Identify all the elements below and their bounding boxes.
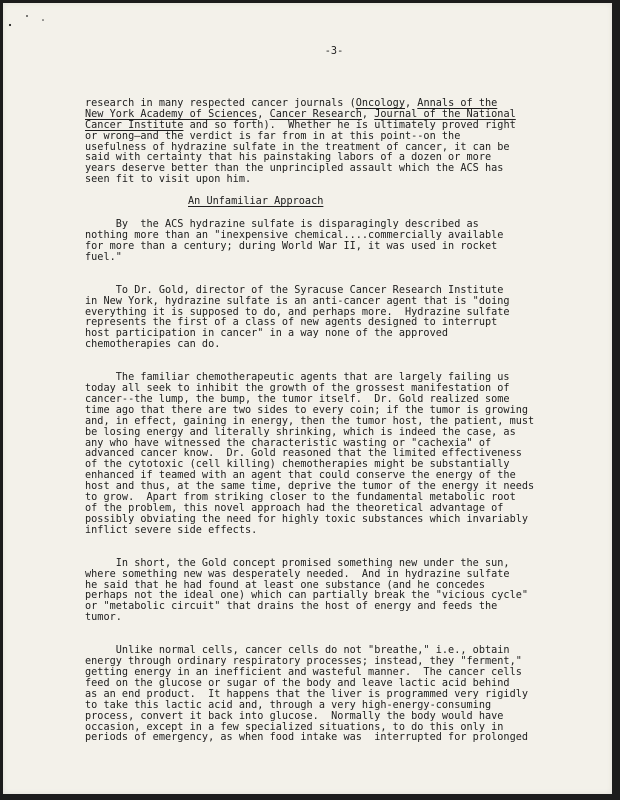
paragraph-5 [85,559,563,624]
text-line: to grow. Apart from striking closer to the fundamental metabolic root [85,492,516,504]
page-number: -3- [324,46,344,57]
text-line: enhanced if teamed with an agent that could conserve the energy of the [85,470,516,482]
text-line: inflict severe side effects. [85,524,258,536]
text-line: research in many respected cancer journals (Oncology, Annals of the [85,97,498,109]
scan-specks [3,3,63,33]
text-line: advanced cancer know. Dr. Gold reasoned that the limited effectiveness [85,448,522,460]
text-line: usefulness of hydrazine sulfate in the treatment of cancer, it can be [85,141,510,153]
text-line: New York Academy of Sciences, Cancer Research, Journal of the National [85,108,516,120]
text-line: of the problem, this novel approach had the theoretical advantage of [85,503,504,514]
section-heading: An Unfamiliar Approach [188,196,324,208]
paragraph-3 [85,286,563,351]
text-line: cancer--the lump, the bump, the tumor itself. Dr. Gold realized some [85,393,510,405]
text-line: The familiar chemotherapeutic agents that are largely failing us [85,372,510,384]
text-line: energy through ordinary respiratory processes; instead, they "ferment," [85,656,522,668]
text-line: periods of emergency, as when food intake was interrupted for prolonged [85,732,529,744]
paragraph-2 [85,220,563,264]
text-line: fuel." [85,251,122,263]
journal-annals-cont: New York Academy of Sciences [85,108,258,120]
text-line: and, in effect, gaining in energy, then the tumor host, the patient, must [85,415,535,427]
text-line: or wrong—and the verdict is far from in at this point--on the [85,130,461,142]
text-line: everything it is supposed to do, and perhaps more. Hydrazine sulfate [85,306,510,318]
text-line: said with certainty that his painstaking labors of a dozen or more [85,152,492,164]
text-line: To Dr. Gold, director of the Syracuse Cancer Research Institute [85,284,504,296]
text-line: in New York, hydrazine sulfate is an anti-cancer agent that is "doing [85,295,510,307]
text-line: tumor. [85,612,122,624]
text-line: any who have witnessed the characteristic wasting or "cachexia" of [85,437,492,449]
text-line: possibly obviating the need for highly toxic substances which invariably [85,513,529,525]
text-line: host participation in cancer" in a way none of the approved [85,328,449,340]
journal-annals: Annals of the [417,97,498,109]
text-line: perhaps not the ideal one) which can partially break the "vicious cycle" [85,590,529,602]
text-line: he said that he had found at least one substance (and he concedes [85,579,485,591]
document-text [85,47,563,744]
text-line: today all seek to inhibit the growth of the grossest manifestation of [85,383,510,395]
text-line: process, convert it back into glucose. Normally the body would have [85,710,504,722]
text-line: By the ACS hydrazine sulfate is disparagingly described as [85,219,479,231]
journal-jnci: Journal of the National [374,108,516,120]
text-line: represents the first of a class of new agents designed to interrupt [85,317,498,329]
text-line: for more than a century; during World War II, it was used in rocket [85,240,498,252]
text-line: occasion, except in a few specialized situations, to do this only in [85,721,504,733]
text-line: seen fit to visit upon him. [85,174,252,186]
text-line: nothing more than an "inexpensive chemical....commercially available [85,229,504,241]
text-line: as an end product. It happens that the liver is programmed very rigidly [85,688,529,700]
document-page [3,3,612,794]
text-line: In short, the Gold concept promised something new under the sun, [85,557,510,569]
text-line: be losing energy and literally shrinking, which is indeed the case, as [85,426,516,438]
text-line: host and thus, at the same time, deprive the tumor of the energy it needs [85,481,535,493]
journal-jnci-cont: Cancer Institute [85,119,184,131]
paragraph-6 [85,646,563,744]
text-line: of the cytotoxic (cell killing) chemotherapies might be substantially [85,459,510,471]
text-line: Unlike normal cells, cancer cells do not "breathe," i.e., obtain [85,645,510,657]
text-line: time ago that there are two sides to every coin; if the tumor is growing [85,404,529,416]
paragraph-1 [85,99,563,186]
text-line: getting energy in an inefficient and wasteful manner. The cancer cells [85,666,522,678]
text-line: feed on the glucose or sugar of the body and leave lactic acid behind [85,677,510,689]
text-line: to take this lactic acid and, through a very high-energy-consuming [85,699,492,711]
journal-cancer-research: Cancer Research [269,108,362,120]
text-line: years deserve better than the unprincipled assault which the ACS has [85,163,504,175]
paragraph-4 [85,373,563,537]
text-line: or "metabolic circuit" that drains the host of energy and feeds the [85,601,498,613]
text-line: Cancer Institute and so forth). Whether he is ultimately proved right [85,119,516,131]
text-line: where something new was desperately needed. And in hydrazine sulfate [85,568,510,580]
journal-oncology: Oncology [355,97,405,109]
text-line: chemotherapies can do. [85,339,221,351]
